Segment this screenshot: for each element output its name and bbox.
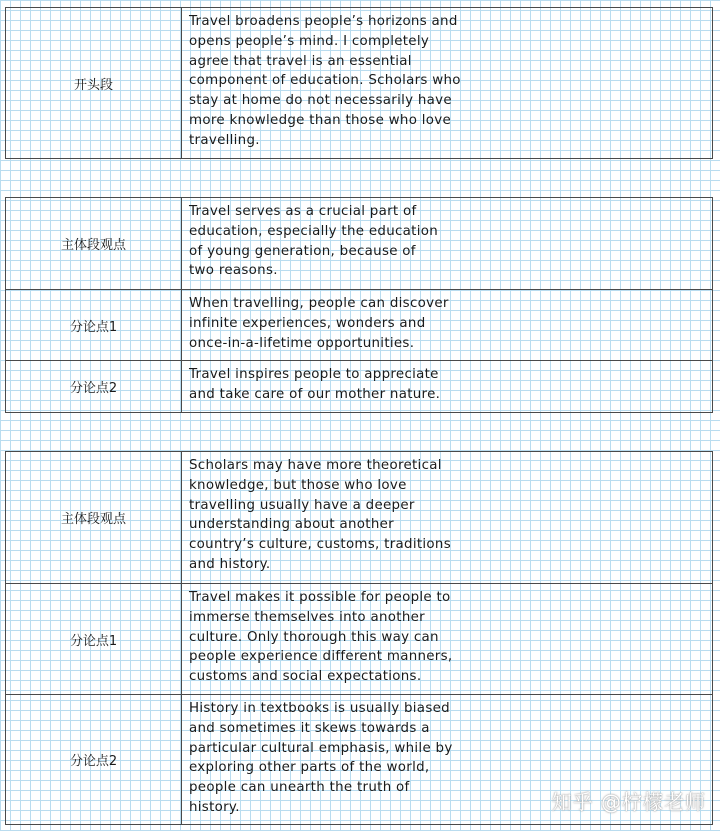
- body-paragraph-2-table: [5, 451, 713, 825]
- row-label: 分论点1: [6, 290, 182, 360]
- row-text: Travel inspires people to appreciate and take care of our mother nature.: [189, 367, 441, 402]
- body-paragraph-1-table: [5, 197, 713, 413]
- watermark: 知乎 @柠檬老师: [551, 790, 706, 814]
- row-text: When travelling, people can discover infinite experiences, wonders and once-in-a-lifetime opportunities.: [189, 296, 449, 351]
- row-label: 开头段: [6, 8, 182, 158]
- opening-paragraph-table: [5, 7, 713, 159]
- row-text: Travel serves as a crucial part of education, especially the education of young generation, because of two reasons.: [189, 204, 438, 279]
- row-label: 分论点1: [6, 584, 182, 694]
- row-text: Travel broadens people’s horizons and opens people’s mind. I completely agree that travel is an essential component of education. Scholars who stay at home do not necessarily have more knowledge than those who love travelling.: [189, 14, 461, 148]
- table-row: [6, 583, 712, 694]
- row-text: History in textbooks is usually biased and sometimes it skews towards a particular cultural emphasis, while by exploring other parts of the world, people can unearth the truth of history.: [189, 701, 453, 815]
- row-label: 主体段观点: [6, 452, 182, 583]
- table-row: [6, 8, 712, 158]
- row-label: 主体段观点: [6, 198, 182, 289]
- row-text: Travel makes it possible for people to immerse themselves into another culture. Only thorough this way can people experience different manners, customs and social expectations.: [189, 590, 453, 685]
- row-text: Scholars may have more theoretical knowledge, but those who love travelling usually have a deeper understanding about another country’s culture, customs, traditions and history.: [189, 458, 451, 572]
- table-row: [6, 198, 712, 289]
- table-row: [6, 452, 712, 583]
- table-row: [6, 360, 712, 412]
- row-label: 分论点2: [6, 695, 182, 824]
- table-row: [6, 289, 712, 360]
- row-label: 分论点2: [6, 361, 182, 412]
